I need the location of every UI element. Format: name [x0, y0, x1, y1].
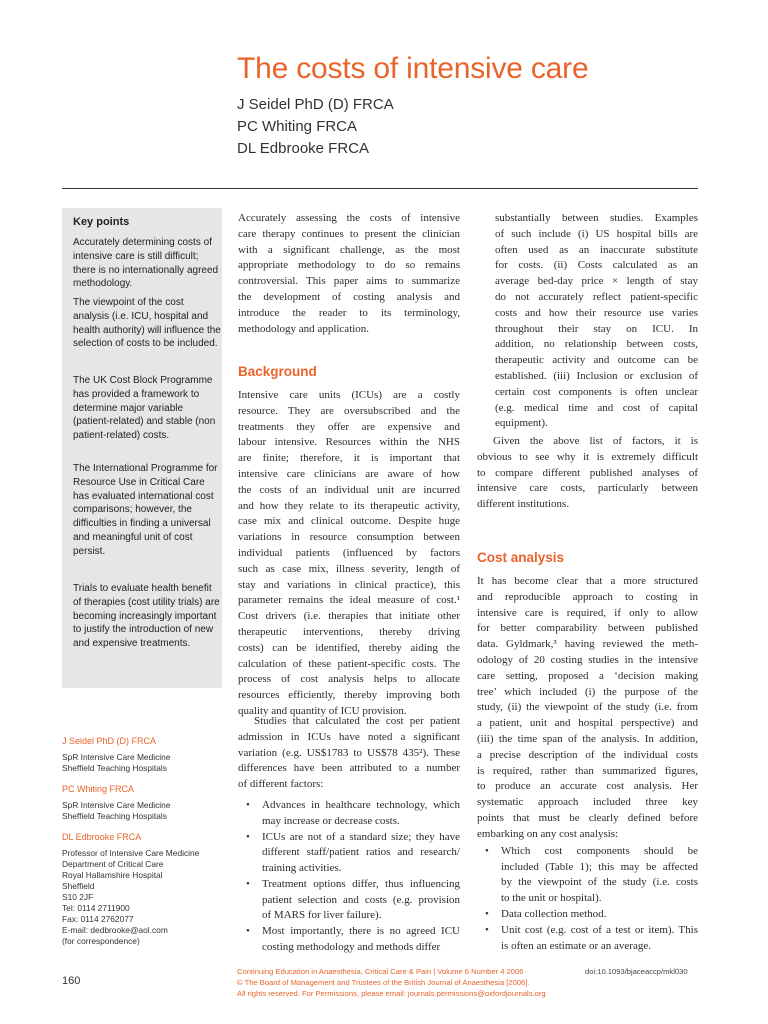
- given-paragraph: [477, 434, 698, 513]
- text-line: costs) can be identified, thereby aiding the: [238, 641, 460, 654]
- text-line: patient selection and costs (e.g. provision: [262, 893, 460, 906]
- text-line: different institutions.: [477, 498, 570, 511]
- text-line: intensive care costs, particularly between: [477, 482, 698, 495]
- text-line: costs and how their resource use varies: [495, 306, 698, 319]
- text-line: study, (ii) the viewpoint of the study (i.e. from: [477, 701, 698, 714]
- bullet-item: [485, 923, 698, 954]
- text-line: of MARS for liver failure).: [262, 909, 382, 922]
- cost-analysis-paragraph: [477, 574, 698, 843]
- text-line: and how they relate to its therapeutic activity,: [238, 499, 460, 512]
- text-line: to compare different published analyses of: [477, 466, 698, 479]
- text-line: with a significant challenge, as the most: [238, 243, 460, 256]
- text-line: a precise description of the individual costs: [477, 748, 698, 761]
- text-line: Most importantly, there is no agreed ICU: [262, 925, 460, 938]
- text-line: often used as an inaccurate substitute: [495, 243, 698, 256]
- intro-paragraph: [238, 211, 460, 337]
- text-line: equipment).: [495, 417, 548, 430]
- text-line: care therapy continues to present the clinician: [238, 227, 460, 240]
- text-line: embarking on any cost analysis:: [477, 827, 619, 840]
- text-line: care setting, proposed a ‘decision making: [477, 669, 698, 682]
- bullet-icon: •: [246, 830, 250, 843]
- key-point-item: The viewpoint of the cost analysis (i.e. ICU, hospital and health authority) will influence the selection of costs to be included.: [73, 297, 221, 350]
- text-line: labour intensive. Resources within the NHS: [238, 436, 460, 449]
- bullet-item: [246, 877, 460, 924]
- key-point-item: The International Programme for Resource Use in Critical Care has evaluated international cost comparisons; however, the difficulties in finding a universal and meaningful unit of cost persist.: [73, 463, 218, 557]
- footer-doi: doi:10.1093/bjaceaccp/mkl030: [585, 967, 688, 976]
- text-line: substantially between studies. Examples: [495, 212, 698, 224]
- affiliation-line: Fax: 0114 2762077: [62, 914, 134, 924]
- text-line: process of cost analysis helps to allocate: [238, 673, 460, 686]
- text-line: costing methodology and methods differ: [262, 940, 441, 953]
- text-line: to the unit or hospital).: [501, 891, 602, 904]
- text-line: therapeutic activity and outcome can be: [495, 354, 698, 367]
- affiliation-line: Sheffield Teaching Hospitals: [62, 811, 167, 821]
- text-line: established. (iii) Inclusion or exclusion of: [495, 369, 698, 382]
- page-number: 160: [62, 975, 81, 987]
- text-line: odology of 20 costing studies in the intensive: [477, 653, 698, 666]
- article-title: The costs of intensive care: [237, 52, 589, 85]
- continued-paragraph: [495, 211, 698, 432]
- author-line: PC Whiting FRCA: [237, 118, 358, 135]
- bullet-item: [485, 907, 698, 923]
- text-line: the development of costing analysis and: [238, 290, 460, 303]
- text-line: do not accurately reflect patient-specific: [495, 290, 698, 303]
- affiliation-line: SpR Intensive Care Medicine: [62, 800, 171, 810]
- text-line: data. Gyldmark,³ having reviewed the meth-: [477, 638, 698, 651]
- affiliation-line: Tel: 0114 2711900: [62, 903, 130, 913]
- bullet-icon: •: [485, 845, 489, 857]
- text-line: stay and variations in clinical practice), this: [238, 578, 460, 591]
- text-line: addition, no relationship between costs,: [495, 338, 698, 351]
- text-line: calculation of these patient-specific costs. The: [238, 657, 460, 670]
- text-line: throughout their stay on ICU. In: [495, 322, 698, 335]
- affiliation-line: Sheffield: [62, 881, 95, 891]
- text-line: controversial. This paper aims to summarize: [238, 275, 460, 288]
- text-line: training activities.: [262, 861, 342, 874]
- bullet-icon: •: [485, 924, 489, 936]
- affiliation-line[interactable]: E-mail: dedbrooke@aol.com: [62, 925, 168, 935]
- text-line: to produce an accurate cost analysis. Her: [477, 780, 698, 793]
- text-line: methodology and application.: [238, 322, 370, 335]
- bullet-icon: •: [246, 878, 250, 890]
- text-line: therapeutic interventions, thereby driving: [238, 625, 460, 638]
- text-line: Given the above list of factors, it is: [493, 435, 698, 447]
- key-point-item: The UK Cost Block Programme has provided a framework to determine major variable (patient-related) and stable (non patient-related) costs.: [73, 375, 216, 442]
- text-line: Unit cost (e.g. cost of a test or item). This: [501, 924, 698, 936]
- text-line: included (Table 1); this may be affected: [501, 860, 698, 873]
- text-line: (iii) the time span of the analysis. In addition,: [477, 732, 698, 745]
- author-line: J Seidel PhD (D) FRCA: [237, 96, 394, 113]
- footer-permissions[interactable]: All rights reserved. For Permissions, please email: journals.permissions@oxfordjournals.org: [237, 989, 546, 998]
- text-line: intensive care clinicians are aware of how: [238, 467, 460, 480]
- text-line: tree’ which included (i) the purpose of the: [477, 685, 698, 698]
- bullet-item: [485, 844, 698, 906]
- text-line: variations in resource consumption between: [238, 531, 460, 544]
- text-line: differences have been attributed to a number: [238, 762, 460, 775]
- text-line: by the viewpoint of the study (i.e. costs: [501, 876, 698, 889]
- affiliation-name: J Seidel PhD (D) FRCA: [62, 736, 157, 746]
- bullet-icon: •: [485, 907, 489, 920]
- text-line: systematic approach included three key: [477, 796, 698, 809]
- text-line: Accurately assessing the costs of intensive: [238, 212, 460, 224]
- text-line: such as case mix, illness severity, length of: [238, 562, 460, 575]
- text-line: a patient, unit and hospital perspective) and: [477, 717, 698, 730]
- text-line: for better comparability between published: [477, 622, 698, 635]
- text-line: resources efficiently, thereby improving both: [238, 689, 460, 702]
- text-line: is often an estimate or an average.: [501, 939, 651, 952]
- key-points-heading: Key points: [73, 216, 130, 228]
- author-line: DL Edbrooke FRCA: [237, 140, 369, 157]
- text-line: and reproducible approach to costing in: [477, 590, 698, 603]
- footer-journal: Continuing Education in Anaesthesia, Critical Care & Pain | Volume 6 Number 4 2006: [237, 967, 524, 976]
- text-line: may increase or decrease costs.: [262, 814, 400, 827]
- affiliation-line: Sheffield Teaching Hospitals: [62, 763, 167, 773]
- text-line: points that must be clearly defined before: [477, 811, 698, 824]
- text-line: the costs of an individual unit are incurred: [238, 483, 460, 496]
- bullet-item: [246, 830, 460, 877]
- text-line: appropriate methodology to do so remains: [238, 259, 460, 272]
- affiliation-line: Professor of Intensive Care Medicine: [62, 848, 200, 858]
- footer-copyright: © The Board of Management and Trustees of the British Journal of Anaesthesia [2006].: [237, 978, 530, 987]
- bullet-item: [246, 798, 460, 829]
- text-line: case mix and clinical outcome. Despite huge: [238, 515, 460, 528]
- affiliation-name: DL Edbrooke FRCA: [62, 832, 142, 842]
- text-line: resource. They are oversubscribed and the: [238, 404, 460, 417]
- text-line: Advances in healthcare technology, which: [262, 799, 460, 811]
- text-line: are finite; therefore, it is important that: [238, 452, 460, 465]
- key-points-box: [62, 208, 222, 688]
- text-line: Studies that calculated the cost per patient: [254, 715, 460, 727]
- text-line: (e.g. medical time and cost of capital: [495, 401, 698, 414]
- text-line: Cost drivers (i.e. therapies that initiate other: [238, 610, 460, 623]
- text-line: Treatment options differ, thus influencing: [262, 878, 460, 890]
- text-line: Which cost components should be: [501, 845, 698, 857]
- text-line: It has become clear that a more structured: [477, 575, 698, 587]
- key-point-item: Trials to evaluate health benefit of therapies (cost utility trials) are becoming increasingly important to justify the introduction of new and expensive treatments.: [73, 583, 220, 650]
- affiliation-line: Royal Hallamshire Hospital: [62, 870, 163, 880]
- text-line: quality and quantity of ICU provision.: [238, 704, 407, 717]
- text-line: average bed-day price × length of stay: [495, 275, 698, 288]
- text-line: certain cost components is often unclear: [495, 385, 698, 398]
- affiliation-line: S10 2JF: [62, 892, 94, 902]
- header-divider: [62, 188, 698, 189]
- bullet-icon: •: [246, 799, 250, 811]
- text-line: intensive care is required, if only to allow: [477, 606, 698, 619]
- affiliation-line: SpR Intensive Care Medicine: [62, 752, 171, 762]
- text-line: Data collection method.: [501, 907, 607, 920]
- background-paragraph: [238, 388, 460, 720]
- text-line: parameter remains the ideal measure of cost.¹: [238, 594, 460, 607]
- text-line: for costs. (ii) Costs calculated as an: [495, 259, 698, 272]
- affiliation-name: PC Whiting FRCA: [62, 784, 135, 794]
- text-line: obvious to see why it is extremely difficult: [477, 450, 698, 463]
- bullet-item: [246, 924, 460, 955]
- text-line: individual patients (influenced by factors: [238, 546, 460, 559]
- section-heading-cost-analysis: Cost analysis: [477, 550, 565, 565]
- text-line: of different factors:: [238, 778, 324, 791]
- text-line: variation (e.g. US$1783 to US$78 435²). These: [238, 746, 460, 759]
- section-heading-background: Background: [238, 364, 317, 379]
- text-line: of such include (i) US hospital bills are: [495, 227, 698, 240]
- bullet-icon: •: [246, 925, 250, 938]
- affiliation-line: Department of Critical Care: [62, 859, 164, 869]
- text-line: ICUs are not of a standard size; they have: [262, 830, 460, 843]
- text-line: treatments they offer are expensive and: [238, 420, 460, 433]
- text-line: Intensive care units (ICUs) are a costly: [238, 389, 460, 401]
- text-line: is required, rather than summarized figures,: [477, 764, 698, 777]
- text-line: admission in ICUs have noted a significant: [238, 730, 460, 743]
- key-point-item: Accurately determining costs of intensive care is still difficult; there is no internationally agreed methodology.: [73, 237, 219, 290]
- studies-paragraph: [238, 714, 460, 793]
- text-line: different staff/patient ratios and research/: [262, 846, 460, 859]
- text-line: introduce the reader to its terminology,: [238, 306, 460, 319]
- affiliation-line: (for correspondence): [62, 936, 140, 946]
